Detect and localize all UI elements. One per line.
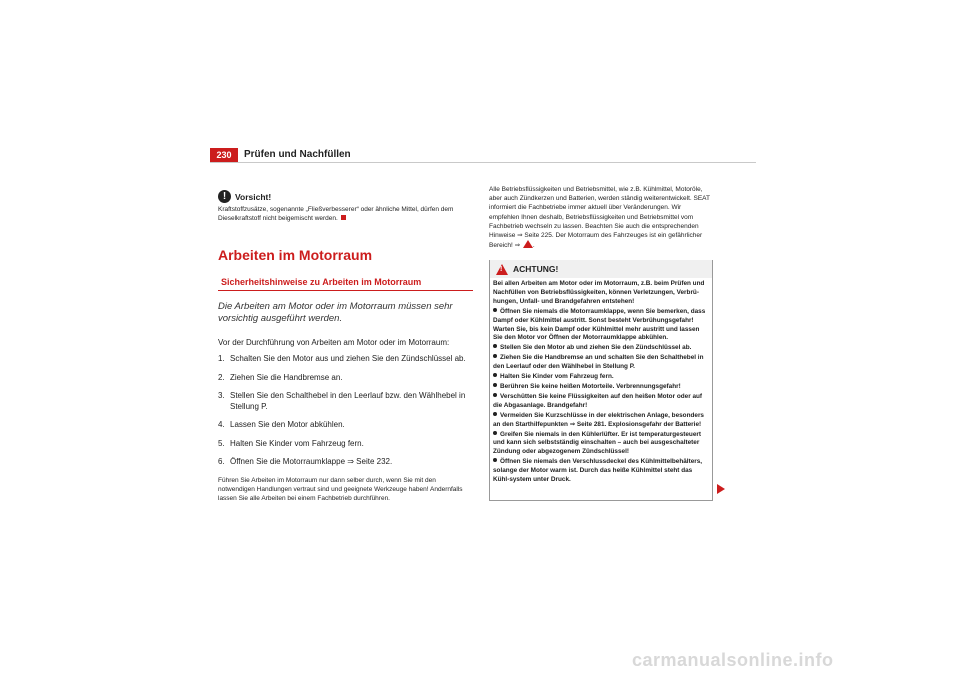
- page-header: [210, 148, 756, 162]
- right-column: [489, 185, 711, 250]
- list-item: Halten Sie Kinder vom Fahrzeug fern.: [493, 373, 708, 382]
- list-item: Stellen Sie den Motor ab und ziehen Sie den Zündschlüssel ab.: [493, 344, 708, 353]
- steps-lead: Vor der Durchführung von Arbeiten am Motor oder im Motorraum:: [218, 338, 450, 347]
- bullet-icon: [493, 308, 497, 312]
- list-item: Öffnen Sie niemals die Motorraumklappe, wenn Sie bemerken, dass Dampf oder Kühlmittel austritt. Sonst besteht Verbrühungsgefahr! Warten Sie, bis kein Dampf oder Kühlmittel mehr austritt und lassen Sie den Motor vor Öffnen der Motorraumklappe abkühlen.: [493, 307, 706, 342]
- end-mark-icon: [341, 215, 346, 220]
- warning-list: [493, 308, 708, 485]
- warning-box: [489, 260, 713, 501]
- right-paragraph: Alle Betriebsflüssigkeiten und Betriebsmittel, wie z.B. Kühlmittel, Motoröle, aber auch Zündkerzen und Batterien, werden ständig weiterentwickelt. SEAT informiert die Fachbetriebe immer aktuell über Veränderungen. Wir empfehlen Ihnen deshalb, Betriebsflüssigkeiten und Betriebsmittel vom Fachbetrieb wechseln zu lassen. Beachten Sie auch die entsprechenden Hinweise ⇒ Seite 225. Der Motorraum des Fahrzeuges ist ein gefährlicher Bereich! ⇒ .: [489, 186, 710, 250]
- list-item: 4. Lassen Sie den Motor abkühlen.: [218, 420, 345, 429]
- list-item: Öffnen Sie niemals den Verschlussdeckel des Kühlmittelbehälters, solange der Motor warm ist. Durch das heiße Kühlmittel steht das Kühl-system unter Druck.: [493, 458, 703, 484]
- list-item: 6. Öffnen Sie die Motorraumklappe ⇒ Seite 232.: [218, 457, 393, 466]
- warning-header: [490, 260, 712, 278]
- section-intro: Die Arbeiten am Motor oder im Motorraum müssen sehr vorsichtig ausgeführt werden.: [218, 301, 453, 324]
- warning-triangle-icon: !: [496, 264, 508, 275]
- list-item: 5. Halten Sie Kinder vom Fahrzeug fern.: [218, 438, 364, 448]
- header-rule: [210, 162, 756, 163]
- caution-text: Kraftstoffzusätze, sogenannte „Fließverbesserer“ oder ähnliche Mittel, dürfen dem Dieselkraftstoff nicht beigemischt werden.: [218, 206, 454, 222]
- page-number: 230: [210, 148, 238, 162]
- warning-intro: Bei allen Arbeiten am Motor oder im Motorraum, z.B. beim Prüfen und Nachfüllen von Betriebsflüssigkeiten, können Verletzungen, Verbrü-hungen, Unfall- und Brandgefahren entstehen!: [493, 280, 705, 305]
- list-item: 2. Ziehen Sie die Handbremse an.: [218, 372, 343, 382]
- exclamation-circle-icon: !: [218, 190, 231, 203]
- list-item: Vermeiden Sie Kurzschlüsse in der elektrischen Anlage, besonders an den Starthilfepunkten ⇒ Seite 281. Explosionsgefahr der Batterie!: [493, 411, 704, 428]
- bullet-icon: [493, 393, 497, 397]
- running-title: Prüfen und Nachfüllen: [244, 149, 351, 160]
- caution-title: Vorsicht!: [235, 191, 272, 202]
- bullet-icon: [493, 458, 497, 462]
- bullet-icon: [493, 344, 497, 348]
- footnote: Führen Sie Arbeiten im Motorraum nur dann selber durch, wenn Sie mit den notwendigen Handlungen vertraut sind und geeignete Werkzeuge haben! Andernfalls lassen Sie alle Arbeiten bei einem Fachbetrieb durchführen.: [218, 476, 463, 502]
- bullet-icon: [493, 383, 497, 387]
- warning-body: [490, 278, 712, 485]
- list-item: 1. Schalten Sie den Motor aus und ziehen Sie den Zündschlüssel ab.: [218, 354, 466, 363]
- subsection-title: Sicherheitshinweise zu Arbeiten im Motorraum: [218, 277, 473, 291]
- list-item: Greifen Sie niemals in den Kühlerlüfter. Er ist temperaturgesteuert und kann sich selbstständig einschalten – auch bei ausgeschalteter Zündung oder abgezogenem Zündschlüssel!: [493, 430, 702, 456]
- steps-list: [218, 354, 472, 468]
- bullet-icon: [493, 373, 497, 377]
- section-title: Arbeiten im Motorraum: [218, 247, 373, 263]
- list-item: Verschütten Sie keine Flüssigkeiten auf den heißen Motor oder auf die Abgasanlage. Brandgefahr!: [493, 392, 703, 409]
- bullet-icon: [493, 431, 497, 435]
- watermark: carmanualsonline.info: [632, 650, 834, 670]
- list-item: 3. Stellen Sie den Schalthebel in den Leerlauf bzw. den Wählhebel in Stellung P.: [218, 391, 466, 411]
- list-item: Berühren Sie keine heißen Motorteile. Verbrennungsgefahr!: [493, 383, 708, 392]
- bullet-icon: [493, 412, 497, 416]
- left-column: [218, 190, 472, 503]
- warning-title: ACHTUNG!: [513, 264, 559, 274]
- caution-heading: [218, 190, 472, 203]
- warning-triangle-icon: [523, 240, 533, 248]
- bullet-icon: [493, 354, 497, 358]
- next-page-arrow-icon[interactable]: [717, 484, 725, 494]
- list-item: Ziehen Sie die Handbremse an und schalten Sie den Schalthebel in den Leerlauf oder den Wählhebel in Stellung P.: [493, 354, 704, 371]
